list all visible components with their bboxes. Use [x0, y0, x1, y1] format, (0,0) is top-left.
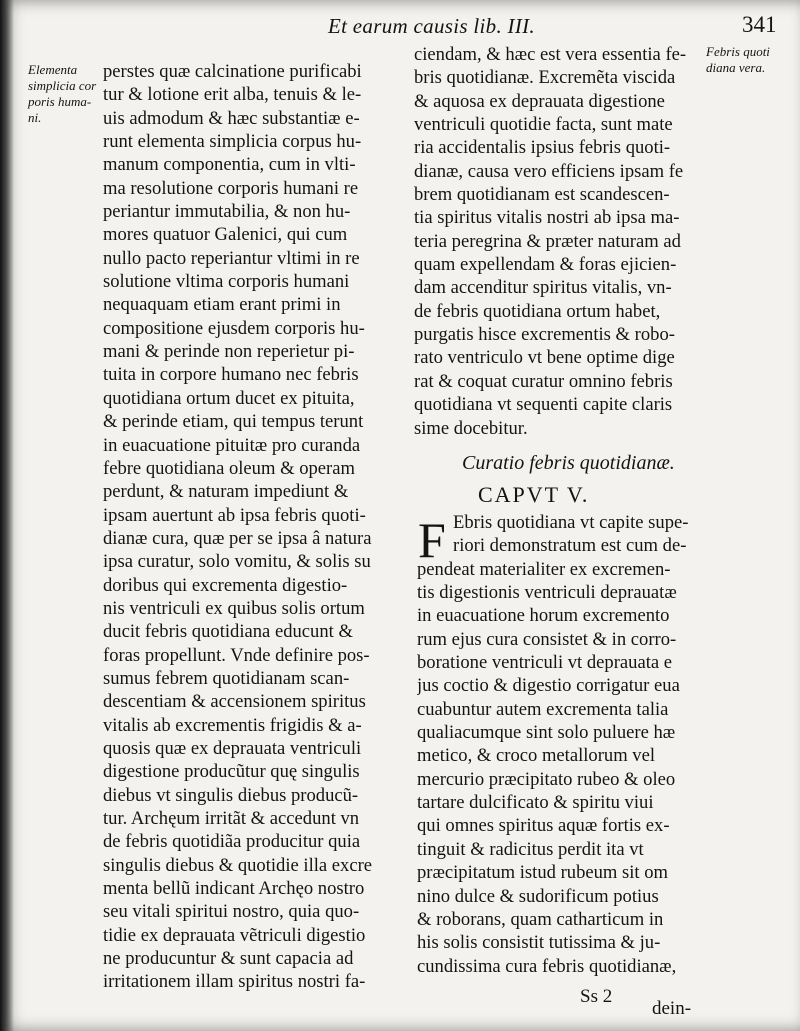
- text-line: quosis quæ ex deprauata ventriculi: [103, 737, 362, 759]
- text-line: de febris quotidiana ortum habet,: [414, 300, 661, 322]
- right-text-column-top: [414, 43, 700, 440]
- text-line: tur. Archęum irritãt & accedunt vn: [103, 808, 360, 829]
- text-line: Ebris quotidiana vt capite supe-: [453, 512, 689, 533]
- page-number: 341: [742, 12, 777, 37]
- text-line: rato ventriculo vt bene optime dige: [414, 347, 675, 369]
- right-text-column-body: [417, 511, 693, 978]
- text-line: dianæ, causa vero efficiens ipsam fe: [414, 160, 684, 182]
- text-line: ciendam, & hæc est vera essentia fe-: [414, 44, 687, 65]
- text-line: perstes quæ calcinatione purificabi: [103, 61, 362, 82]
- text-line: diebus vt singulis diebus producũ-: [103, 784, 359, 806]
- text-line: boratione ventriculi vt deprauata e: [417, 652, 673, 674]
- text-line: teria peregrina & præter naturam ad: [414, 230, 681, 252]
- text-line: in euacuatione pituitæ pro curanda: [103, 434, 361, 456]
- text-line: de febris quotidiãa producitur quia: [103, 831, 361, 853]
- text-line: febre quotidiana oleum & operam: [103, 457, 355, 479]
- text-line: metico, & croco metallorum vel: [417, 745, 656, 767]
- text-line: & roborans, quam catharticum in: [417, 908, 664, 930]
- chapter-heading: CAPVT V.: [478, 482, 590, 507]
- margin-note-line: Elementa: [28, 62, 78, 77]
- text-line: rat & coquat curatur omnino febris: [414, 370, 673, 392]
- text-line: riori demonstratum est cum de-: [453, 535, 687, 557]
- margin-note-line: simplicia cor: [28, 78, 97, 93]
- text-line: ma resolutione corporis humani re: [103, 177, 359, 199]
- text-line: tia spiritus vitalis nostri ab ipsa ma-: [414, 207, 680, 229]
- running-head: [0, 12, 800, 42]
- text-line: sumus febrem quotidianam scan-: [103, 667, 350, 689]
- text-line: quotidiana vt sequenti capite claris: [414, 394, 673, 416]
- text-line: foras propellunt. Vnde definire pos-: [103, 644, 370, 666]
- text-line: tur & lotione erit alba, tenuis & le-: [103, 84, 362, 106]
- text-line: digestione producũtur quę singulis: [103, 761, 360, 783]
- text-line: uis admodum & hæc substantiæ e-: [103, 107, 360, 129]
- text-line: & perinde etiam, qui tempus terunt: [103, 411, 364, 433]
- text-line: mercurio præcipitato rubeo & oleo: [417, 768, 676, 790]
- text-line: nino dulce & sudorificum potius: [417, 885, 659, 907]
- text-line: brem quotidianam est scandescen-: [414, 184, 670, 206]
- text-line: nullo pacto reperiantur vltimi in re: [103, 247, 360, 269]
- text-line: periantur immutabilia, & non hu-: [103, 201, 351, 223]
- text-line: rum ejus cura consistet & in corro-: [417, 628, 677, 650]
- margin-note-right: [706, 44, 798, 76]
- left-text-column: [103, 60, 403, 994]
- margin-note-line: ni.: [28, 110, 42, 125]
- text-line: seu vitali spiritui nostro, quia quo-: [103, 901, 360, 923]
- text-line: cundissima cura febris quotidianæ,: [417, 955, 677, 977]
- text-line: tis digestionis ventriculi deprauatæ: [417, 582, 677, 604]
- text-line: nequaquam etiam erant primi in: [103, 294, 341, 316]
- text-line: cuabuntur autem excrementa talia: [417, 698, 669, 720]
- text-line: & aquosa ex deprauata digestione: [414, 90, 665, 112]
- text-line: ipsa curatur, solo vomitu, & solis su: [103, 551, 371, 573]
- text-line: vitalis ab excrementis frigidis & a-: [103, 714, 362, 736]
- text-line: compositione ejusdem corporis hu-: [103, 317, 365, 339]
- text-line: qualiacumque sint solo puluere hæ: [417, 722, 676, 744]
- margin-note-line: poris huma-: [28, 94, 92, 109]
- drop-cap: F: [418, 512, 446, 568]
- text-line: ventriculi quotidie facta, sunt mate: [414, 114, 673, 136]
- text-line: jus coctio & digestio corrigatur eua: [417, 675, 680, 697]
- text-line: in euacuatione horum excremento: [417, 605, 670, 627]
- text-line: bris quotidianæ. Excremẽta viscida: [414, 67, 676, 89]
- text-line: sime docebitur.: [414, 417, 528, 439]
- text-line: purgatis hisce excrementis & robo-: [414, 324, 675, 346]
- text-line: præcipitatum istud rubeum sit om: [417, 862, 668, 884]
- catchword: dein-: [652, 998, 692, 1019]
- text-line: qui omnes spiritus aquæ fortis ex-: [417, 815, 670, 837]
- text-line: descentiam & accensionem spiritus: [103, 691, 366, 713]
- text-line: doribus qui excrementa digestio-: [103, 574, 348, 596]
- text-line: perdunt, & naturam impediunt &: [103, 481, 349, 503]
- text-line: runt elementa simplicia corpus hu-: [103, 131, 362, 153]
- text-line: solutione vltima corporis humani: [103, 271, 350, 293]
- text-line: tartare dulcificato & spiritu viui: [417, 792, 654, 814]
- text-line: dianæ cura, quæ per se ipsa â natura: [103, 527, 372, 549]
- text-line: tidie ex deprauata vẽtriculi digestio: [103, 924, 366, 946]
- text-line: tinguit & radicitus perdit ita vt: [417, 838, 644, 860]
- text-line: ne producuntur & sunt capacia ad: [103, 948, 354, 970]
- text-line: ipsam auertunt ab ipsa febris quoti-: [103, 504, 366, 526]
- text-line: quotidiana ortum ducet ex pituita,: [103, 387, 355, 409]
- text-line: irritationem illam spiritus nostri fa-: [103, 971, 366, 993]
- margin-note-line: Febris quoti: [706, 44, 770, 59]
- margin-note-line: diana vera.: [706, 60, 766, 75]
- text-line: tuita in corpore humano nec febris: [103, 364, 359, 386]
- text-line: ria accidentalis ipsius febris quoti-: [414, 137, 671, 159]
- gutter-shadow: [0, 0, 14, 1031]
- section-title: Curatio febris quotidianæ.: [462, 452, 675, 474]
- text-line: ducit febris quotidiana educunt &: [103, 621, 353, 643]
- text-line: manum componentia, cum in vlti-: [103, 154, 356, 176]
- signature-mark: Ss 2: [580, 986, 613, 1007]
- text-line: pendeat materialiter ex excremen-: [417, 558, 671, 580]
- margin-note-left: [28, 62, 98, 126]
- text-line: dam accenditur spiritus vitalis, vn-: [414, 277, 672, 299]
- text-line: mani & perinde non reperietur pi-: [103, 341, 355, 363]
- text-line: nis ventriculi ex quibus solis ortum: [103, 597, 365, 619]
- text-line: singulis diebus & quotidie illa excre: [103, 854, 373, 876]
- text-line: quam expellendam & foras ejicien-: [414, 254, 677, 276]
- text-line: mores quatuor Galenici, qui cum: [103, 224, 348, 246]
- running-title: Et earum causis lib. III.: [328, 14, 535, 38]
- text-line: menta bellũ indicant Archęo nostro: [103, 878, 365, 900]
- text-line: his solis consistit tutissima & ju-: [417, 932, 661, 954]
